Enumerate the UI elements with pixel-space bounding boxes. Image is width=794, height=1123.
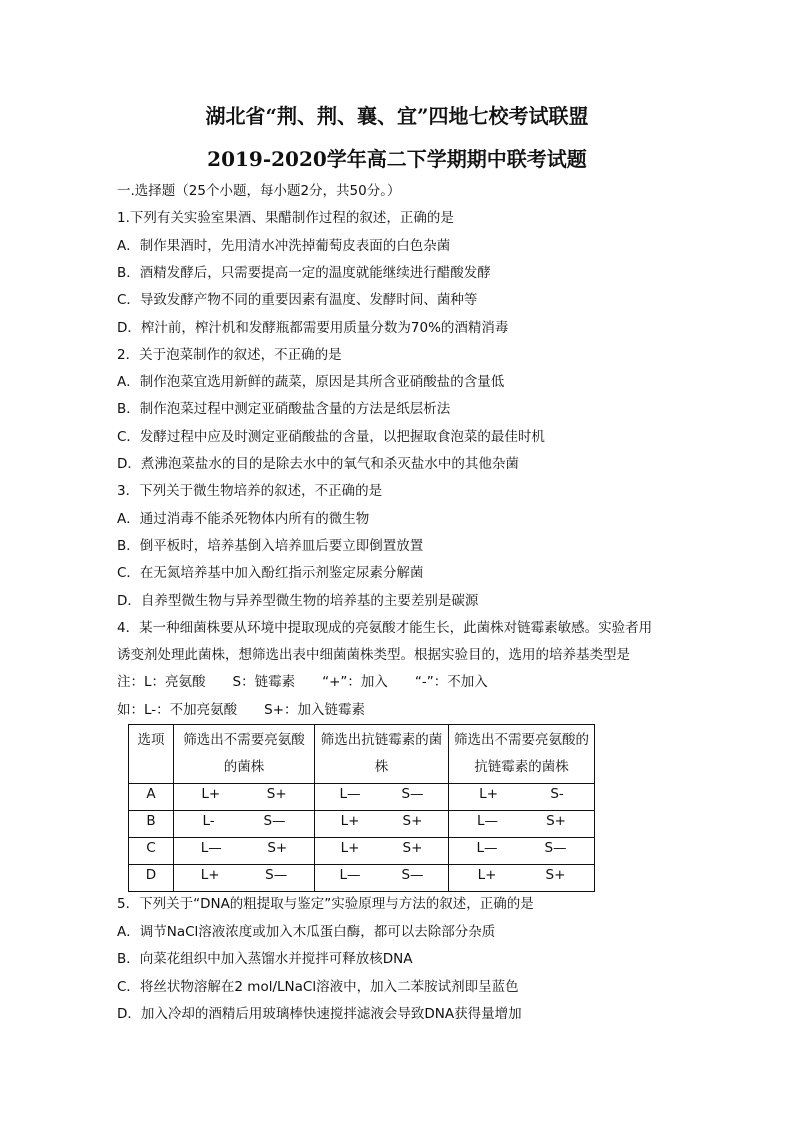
table-header: 筛选出不需要亮氨酸的菌株 bbox=[174, 725, 315, 784]
table-row bbox=[129, 838, 595, 865]
option-cell: B bbox=[129, 811, 174, 838]
condition-cell bbox=[315, 811, 449, 838]
text-line: B．向菜花组织中加入蒸馏水并搅拌可释放核DNA bbox=[117, 951, 413, 967]
text-line: 2．关于泡菜制作的叙述，不正确的是 bbox=[117, 346, 342, 363]
text-line: D．榨汁前，榨汁机和发酵瓶都需要用质量分数为70%的酒精消毒 bbox=[117, 319, 509, 336]
text-line: 注：L：亮氨酸 S：链霉素 “+”：加入 “-”：不加入 bbox=[117, 674, 488, 691]
s-value: S— bbox=[401, 786, 424, 802]
s-value: S+ bbox=[267, 840, 288, 856]
s-value: S— bbox=[544, 840, 567, 856]
table-header: 筛选出不需要亮氨酸的抗链霉素的菌株 bbox=[449, 725, 595, 784]
s-value: S+ bbox=[546, 813, 566, 829]
s-value: S+ bbox=[545, 867, 566, 883]
condition-cell bbox=[174, 865, 315, 892]
condition-cell bbox=[449, 838, 595, 865]
condition-cell bbox=[174, 784, 315, 811]
text-line: 一.选择题（25个小题，每小题2分，共50分。） bbox=[117, 183, 401, 199]
text-line: 4．某一种细菌株要从环境中提取现成的亮氨酸才能生长，此菌株对链霉素敏感。实验者用 bbox=[117, 619, 653, 636]
text-line: D．煮沸泡菜盐水的目的是除去水中的氧气和杀灭盐水中的其他杂菌 bbox=[117, 456, 519, 472]
condition-cell bbox=[315, 865, 449, 892]
text-line: C．发酵过程中应及时测定亚硝酸盐的含量，以把握取食泡菜的最佳时机 bbox=[117, 428, 545, 445]
s-value: S— bbox=[401, 867, 424, 883]
option-cell: C bbox=[129, 838, 174, 865]
table-row bbox=[129, 784, 595, 811]
text-line: A．制作泡菜宜选用新鲜的蔬菜，原因是其所含亚硝酸盐的含量低 bbox=[117, 374, 505, 391]
text-line: C．将丝状物溶解在2 mol/LNaCl溶液中，加入二苯胺试剂即呈蓝色 bbox=[117, 978, 519, 995]
table-header-row bbox=[129, 725, 595, 784]
table-header: 筛选出抗链霉素的菌株 bbox=[315, 725, 449, 784]
condition-cell bbox=[174, 838, 315, 865]
table-row bbox=[129, 865, 595, 892]
text-line: A．调节NaCl溶液浓度或加入木瓜蛋白酶，都可以去除部分杂质 bbox=[117, 923, 496, 940]
text-line: A．制作果酒时，先用清水冲洗掉葡萄皮表面的白色杂菌 bbox=[117, 237, 451, 254]
text-line: D．加入冷却的酒精后用玻璃棒快速搅拌滤液会导致DNA获得量增加 bbox=[117, 1006, 522, 1022]
title-line-1: 湖北省“荆、荆、襄、宜”四地七校考试联盟 bbox=[205, 104, 589, 128]
l-value: L+ bbox=[340, 840, 360, 856]
title-line-2: 2019-2020学年高二下学期期中联考试题 bbox=[207, 147, 587, 171]
text-line: D．自养型微生物与异养型微生物的培养基的主要差别是碳源 bbox=[117, 592, 479, 609]
text-line: 5．下列关于“DNA的粗提取与鉴定”实验原理与方法的叙述，正确的是 bbox=[117, 896, 534, 912]
s-value: S+ bbox=[402, 840, 423, 856]
s-value: S+ bbox=[402, 813, 423, 829]
s-value: S— bbox=[263, 813, 286, 829]
text-line: A．通过消毒不能杀死物体内所有的微生物 bbox=[117, 510, 370, 527]
s-value: S+ bbox=[266, 786, 287, 802]
table-header: 选项 bbox=[129, 725, 174, 784]
text-line: 3．下列关于微生物培养的叙述，不正确的是 bbox=[117, 483, 383, 500]
condition-cell bbox=[449, 784, 595, 811]
text-line: C．在无氮培养基中加入酚红指示剂鉴定尿素分解菌 bbox=[117, 565, 424, 582]
l-value: L— bbox=[477, 813, 499, 829]
text-line: 1.下列有关实验室果酒、果醋制作过程的叙述，正确的是 bbox=[117, 210, 454, 227]
table-row bbox=[129, 811, 595, 838]
l-value: L+ bbox=[200, 867, 220, 883]
option-cell: A bbox=[129, 784, 174, 811]
l-value: L— bbox=[200, 840, 222, 856]
text-line: C．导致发酵产物不同的重要因素有温度、发酵时间、菌种等 bbox=[117, 292, 478, 309]
text-line: 诱变剂处理此菌株，想筛选出表中细菌菌株类型。根据实验目的，选用的培养基类型是 bbox=[117, 647, 630, 664]
l-value: L- bbox=[202, 813, 215, 829]
l-value: L+ bbox=[340, 813, 360, 829]
l-value: L+ bbox=[477, 867, 497, 883]
s-value: S- bbox=[550, 786, 564, 802]
text-line: B．倒平板时，培养基倒入培养皿后要立即倒置放置 bbox=[117, 537, 424, 554]
condition-cell bbox=[315, 838, 449, 865]
l-value: L+ bbox=[201, 786, 221, 802]
l-value: L— bbox=[339, 786, 361, 802]
condition-cell bbox=[315, 784, 449, 811]
l-value: L+ bbox=[479, 786, 499, 802]
text-line: 如：L-：不加亮氨酸 S+：加入链霉素 bbox=[117, 701, 366, 718]
text-line: B．酒精发酵后，只需要提高一定的温度就能继续进行醋酸发酵 bbox=[117, 264, 491, 281]
condition-cell bbox=[449, 865, 595, 892]
s-value: S— bbox=[265, 867, 288, 883]
answer-table bbox=[128, 724, 595, 892]
condition-cell bbox=[449, 811, 595, 838]
condition-cell bbox=[174, 811, 315, 838]
l-value: L— bbox=[476, 840, 498, 856]
option-cell: D bbox=[129, 865, 174, 892]
text-line: B．制作泡菜过程中测定亚硝酸盐含量的方法是纸层析法 bbox=[117, 401, 451, 418]
l-value: L— bbox=[339, 867, 361, 883]
